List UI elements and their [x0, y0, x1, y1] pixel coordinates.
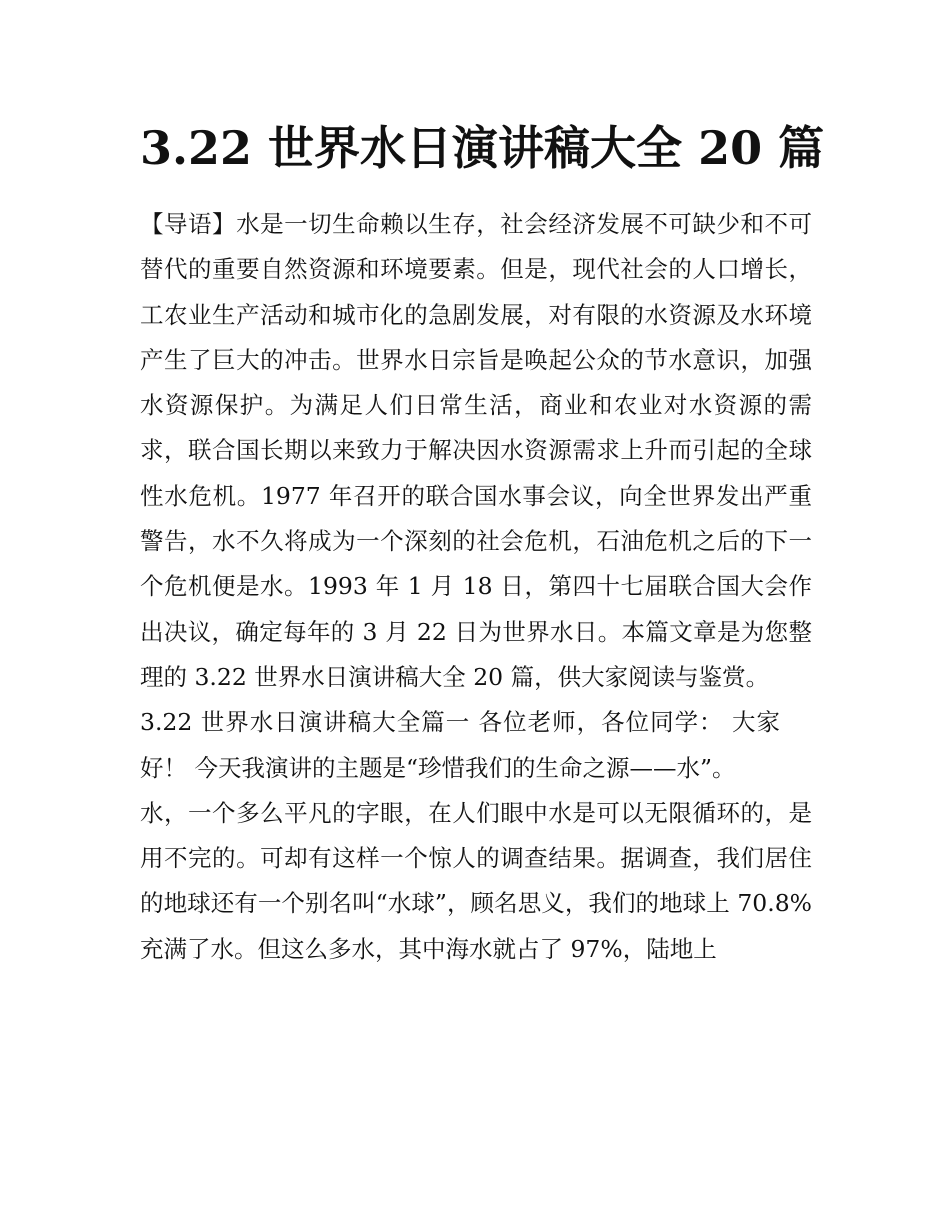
document-title: 3.22 世界水日演讲稿大全 20 篇 [140, 121, 825, 175]
speech-body-paragraph: 水，一个多么平凡的字眼，在人们眼中水是可以无限循环的，是用不完的。可却有这样一个惊人的调查结果。据调查，我们居住的地球还有一个别名叫“水球”，顾名思义，我们的地球上 70.8%充满了水。但这么多水，其中海水就占了 97%，陆地上 [140, 798, 812, 963]
document-body [140, 202, 812, 972]
speech-opening-paragraph: 3.22 世界水日演讲稿大全篇一 各位老师，各位同学： 大家好！ 今天我演讲的主题是“珍惜我们的生命之源——水”。 [140, 708, 780, 782]
intro-paragraph: 【导语】水是一切生命赖以生存，社会经济发展不可缺少和不可替代的重要自然资源和环境要素。但是，现代社会的人口增长，工农业生产活动和城市化的急剧发展，对有限的水资源及水环境产生了巨大的冲击。世界水日宗旨是唤起公众的节水意识，加强水资源保护。为满足人们日常生活，商业和农业对水资源的需求，联合国长期以来致力于解决因水资源需求上升而引起的全球性水危机。1977 年召开的联合国水事会议，向全世界发出严重警告，水不久将成为一个深刻的社会危机，石油危机之后的下一个危机便是水。1993 年 1 月 18 日，第四十七届联合国大会作出决议，确定每年的 3 月 22 日为世界水日。本篇文章是为您整理的 3.22 世界水日演讲稿大全 20 篇，供大家阅读与鉴赏。 [140, 210, 812, 691]
